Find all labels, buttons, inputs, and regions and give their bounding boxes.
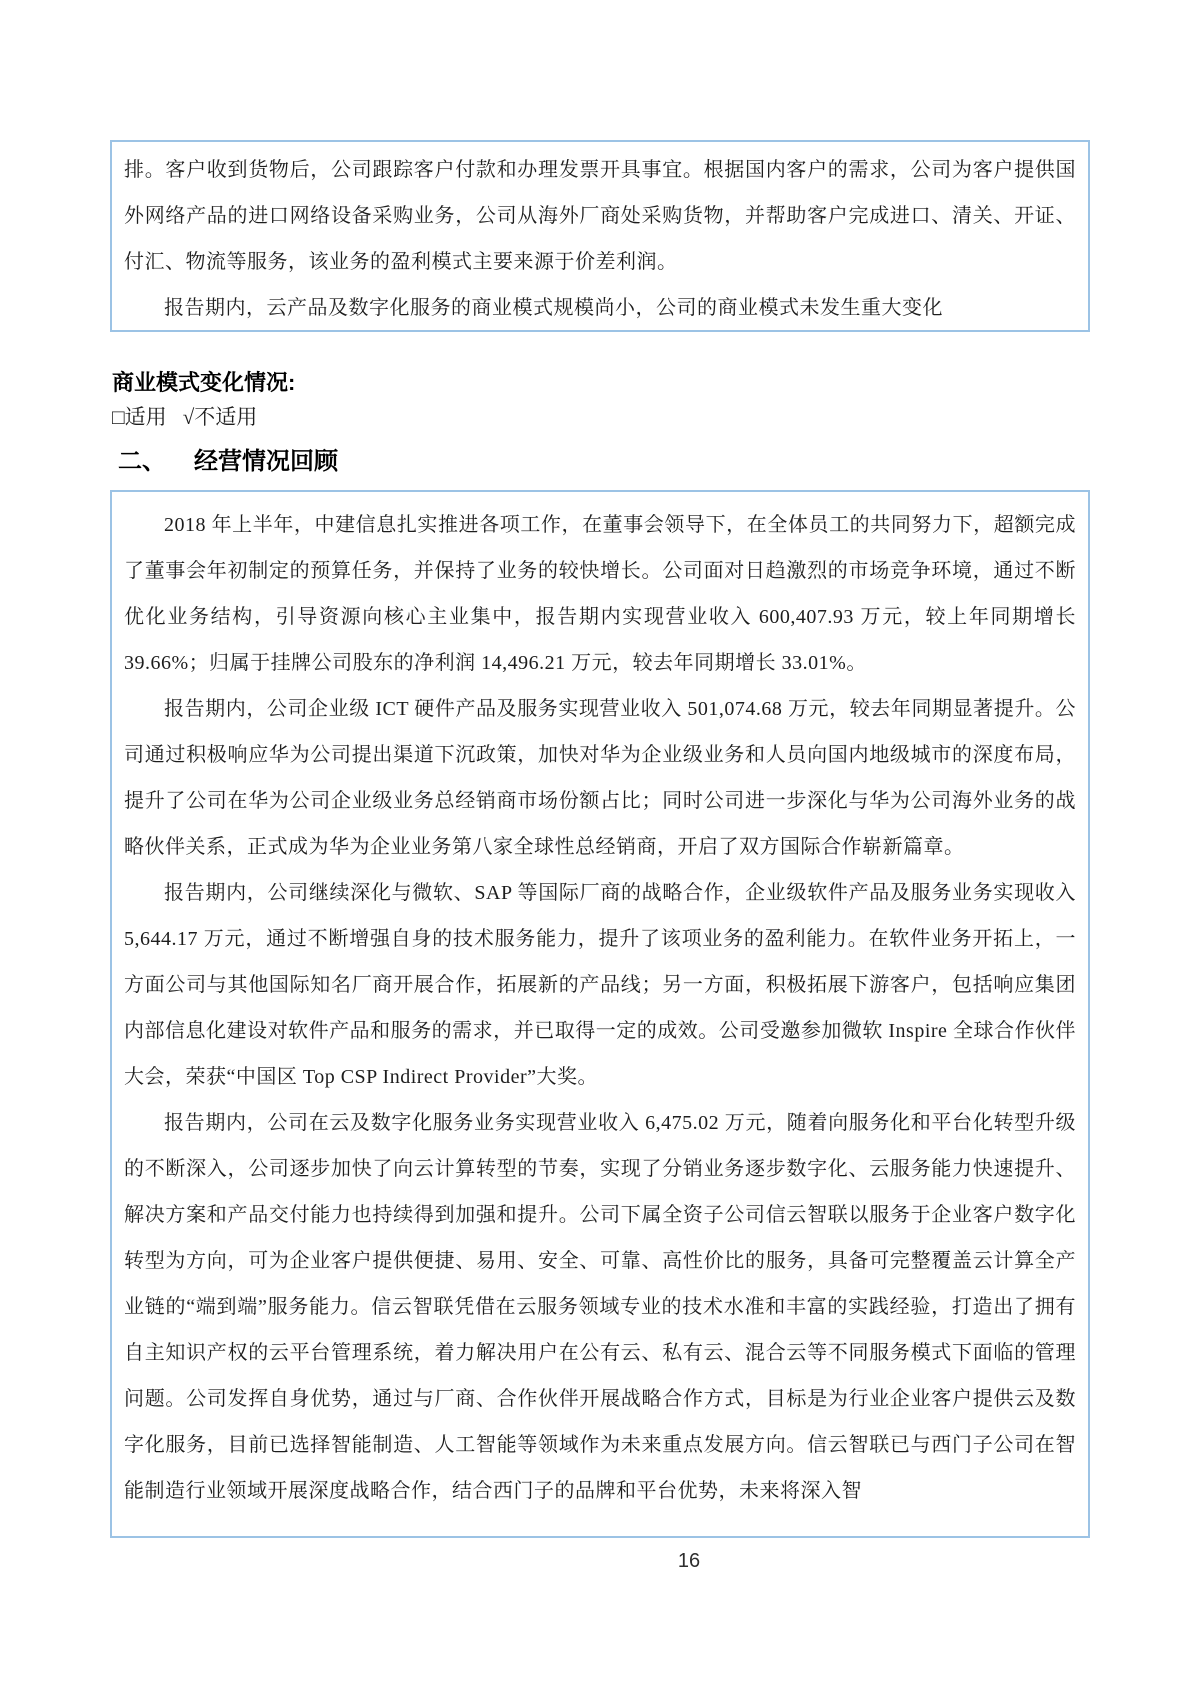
business-model-box [110, 140, 1090, 332]
review-paragraph: 报告期内，公司企业级 ICT 硬件产品及服务实现营业收入 501,074.68 万元，较去年同期显著提升。公司通过积极响应华为公司提出渠道下沉政策，加快对华为企业级业务和人员向国内地级城市的深度布局，提升了公司在华为公司企业级业务总经销商市场份额占比；同时公司进一步深化与华为公司海外业务的战略伙伴关系，正式成为华为企业业务第八家全球性总经销商，开启了双方国际合作崭新篇章。 [124, 698, 1076, 858]
section-heading [118, 441, 338, 476]
section-title: 经营情况回顾 [194, 448, 338, 475]
applicability-row [112, 401, 257, 431]
page-number: 16 [677, 1550, 701, 1572]
checkbox-checked-option: √不适用 [182, 405, 258, 429]
operation-review-box [110, 490, 1090, 1538]
business-model-change-heading: 商业模式变化情况: [112, 370, 296, 395]
review-paragraph: 报告期内，公司继续深化与微软、SAP 等国际厂商的战略合作，企业级软件产品及服务业务实现收入 5,644.17 万元，通过不断增强自身的技术服务能力，提升了该项业务的盈利能力。在软件业务开拓上，一方面公司与其他国际知名厂商开展合作，拓展新的产品线；另一方面，积极拓展下游客户，包括响应集团内部信息化建设对软件产品和服务的需求，并已取得一定的成效。公司受邀参加微软 Inspire 全球合作伙伴大会，荣获“中国区 Top CSP Indirect Provider”大奖。 [124, 882, 1076, 1088]
section-number: 二、 [118, 448, 166, 475]
review-paragraph: 2018 年上半年，中建信息扎实推进各项工作，在董事会领导下，在全体员工的共同努力下，超额完成了董事会年初制定的预算任务，并保持了业务的较快增长。公司面对日趋激烈的市场竞争环境，通过不断优化业务结构，引导资源向核心主业集中，报告期内实现营业收入 600,407.93 万元，较上年同期增长 39.66%；归属于挂牌公司股东的净利润 14,496.21 万元，较去年同期增长 33.01%。 [124, 514, 1076, 674]
review-paragraph: 报告期内，公司在云及数字化服务业务实现营业收入 6,475.02 万元，随着向服务化和平台化转型升级的不断深入，公司逐步加快了向云计算转型的节奏，实现了分销业务逐步数字化、云服务能力快速提升、解决方案和产品交付能力也持续得到加强和提升。公司下属全资子公司信云智联以服务于企业客户数字化转型为方向，可为企业客户提供便捷、易用、安全、可靠、高性价比的服务，具备可完整覆盖云计算全产业链的“端到端”服务能力。信云智联凭借在云服务领域专业的技术水准和丰富的实践经验，打造出了拥有自主知识产权的云平台管理系统，着力解决用户在公有云、私有云、混合云等不同服务模式下面临的管理问题。公司发挥自身优势，通过与厂商、合作伙伴开展战略合作方式，目标是为行业企业客户提供云及数字化服务，目前已选择智能制造、人工智能等领域作为未来重点发展方向。信云智联已与西门子公司在智能制造行业领域开展深度战略合作，结合西门子的品牌和平台优势，未来将深入智 [124, 1112, 1076, 1502]
checkbox-unchecked-option: □适用 [112, 405, 167, 429]
business-model-paragraph: 排。客户收到货物后，公司跟踪客户付款和办理发票开具事宜。根据国内客户的需求，公司为客户提供国外网络产品的进口网络设备采购业务，公司从海外厂商处采购货物，并帮助客户完成进口、清关、开证、付汇、物流等服务，该业务的盈利模式主要来源于价差利润。 [124, 159, 1076, 273]
business-model-paragraph: 报告期内，云产品及数字化服务的商业模式规模尚小，公司的商业模式未发生重大变化 [164, 297, 943, 319]
